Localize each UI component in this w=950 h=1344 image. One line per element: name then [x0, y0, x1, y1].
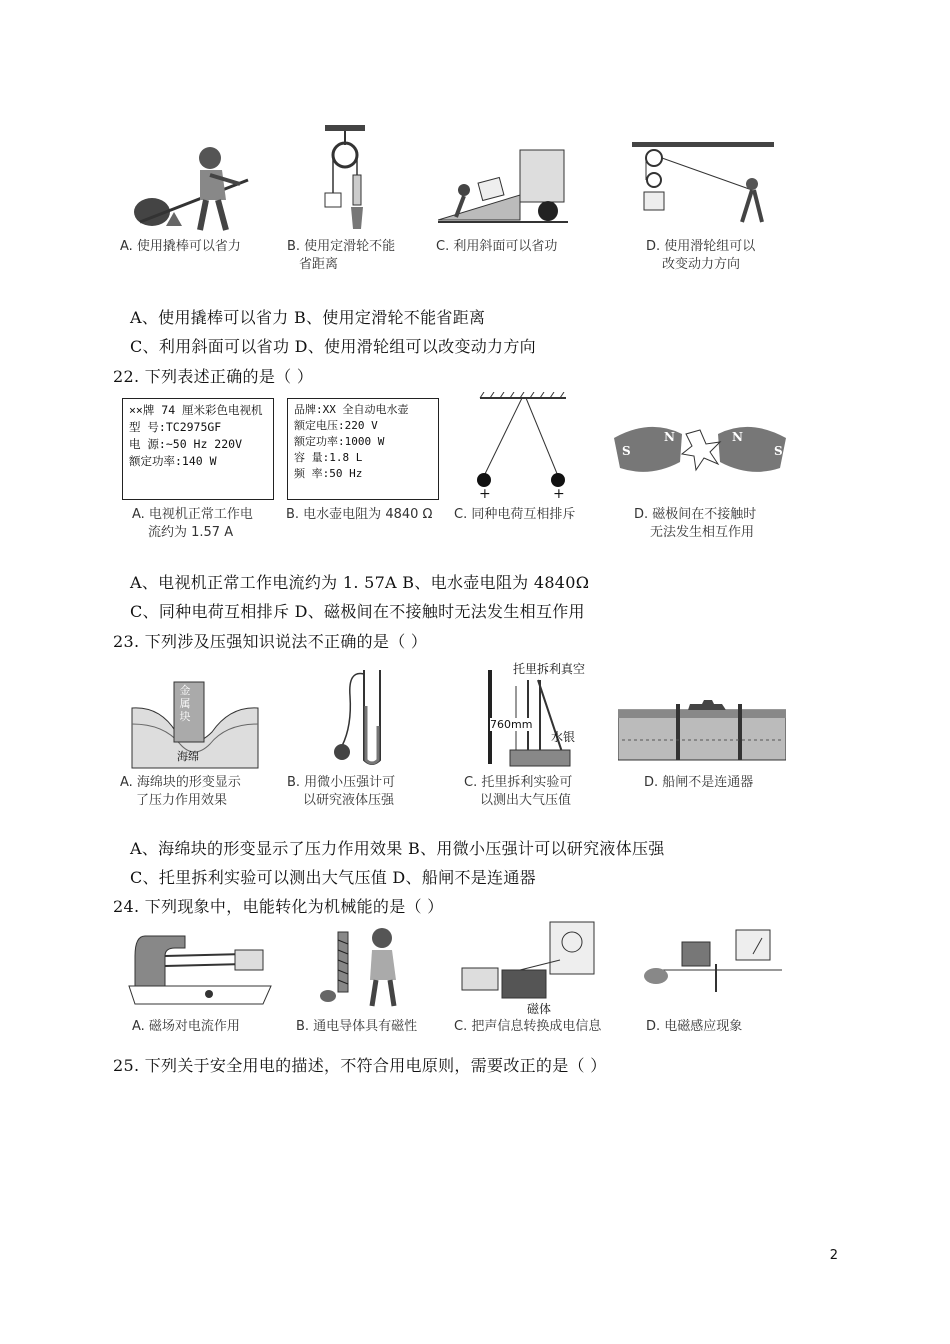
- q22-stem: 22. 下列表述正确的是（ ）: [113, 367, 314, 386]
- q22-options-line2: C、同种电荷互相排斥 D、磁极间在不接触时无法发生相互作用: [130, 602, 585, 621]
- em-induction-figure: [636, 924, 786, 1008]
- q21-caption-b: B. 使用定滑轮不能 省距离: [287, 239, 396, 272]
- q25-stem: 25. 下列关于安全用电的描述，不符合用电原则，需要改正的是（ ）: [113, 1056, 607, 1075]
- torricelli-vacuum-label: 托里拆利真空: [513, 662, 586, 676]
- charge-sign-right: +: [553, 486, 565, 502]
- kettle-nameplate: 品牌:XX 全自动电水壶 额定电压:220 V 额定功率:1000 W 容 量:1.8 L 频 率:50 Hz: [287, 398, 439, 500]
- electromagnet-figure: [310, 926, 420, 1008]
- pulley-set-figure: [632, 142, 774, 232]
- q22-caption-b: B. 电水壶电阻为 4840 Ω: [286, 507, 433, 522]
- magnet-pole-2: N: [664, 430, 675, 444]
- magnets-figure: [610, 418, 790, 493]
- q23-stem: 23. 下列涉及压强知识说法不正确的是（ ）: [113, 632, 428, 651]
- q22-caption-a: A. 电视机正常工作电 流约为 1.57 A: [132, 507, 253, 540]
- q22-options-line1: A、电视机正常工作电流约为 1. 57A B、电水壶电阻为 4840Ω: [130, 573, 590, 592]
- magnet-current-figure: [125, 926, 275, 1008]
- q22-caption-c: C. 同种电荷互相排斥: [454, 507, 576, 522]
- q23-caption-b: B. 用微小压强计可 以研究液体压强: [287, 775, 396, 808]
- magnet-body-label: 磁体: [527, 1002, 552, 1016]
- ship-lock-figure: [618, 700, 786, 762]
- magnet-pole-1: S: [622, 444, 631, 458]
- q23-caption-a: A. 海绵块的形变显示 了压力作用效果: [120, 775, 241, 808]
- fixed-pulley-figure: [315, 125, 375, 235]
- page-number: 2: [829, 1248, 838, 1263]
- q24-stem: 24. 下列现象中，电能转化为机械能的是（ ）: [113, 897, 444, 916]
- metal-block-label: 金属块: [179, 684, 191, 723]
- q23-caption-d: D. 船闸不是连通器: [644, 775, 754, 790]
- q24-caption-b: B. 通电导体具有磁性: [296, 1019, 418, 1034]
- q24-caption-d: D. 电磁感应现象: [646, 1019, 743, 1034]
- sponge-label: 海绵: [177, 750, 199, 763]
- q23-caption-c: C. 托里拆利实验可 以测出大气压值: [464, 775, 573, 808]
- q23-options-line2: C、托里拆利实验可以测出大气压值 D、船闸不是连通器: [130, 868, 536, 887]
- q24-caption-c: C. 把声信息转换成电信息: [454, 1019, 602, 1034]
- q21-options-line1: A、使用撬棒可以省力 B、使用定滑轮不能省距离: [130, 308, 486, 327]
- q21-caption-a: A. 使用撬棒可以省力: [120, 239, 241, 254]
- q23-options-line1: A、海绵块的形变显示了压力作用效果 B、用微小压强计可以研究液体压强: [130, 839, 665, 858]
- q21-caption-c: C. 利用斜面可以省功: [436, 239, 558, 254]
- q22-caption-d: D. 磁极间在不接触时 无法发生相互作用: [634, 507, 757, 540]
- q21-options-line2: C、利用斜面可以省功 D、使用滑轮组可以改变动力方向: [130, 337, 536, 356]
- microphone-figure: [460, 920, 610, 1012]
- 760mm-label: 760mm: [490, 718, 533, 731]
- q21-caption-d: D. 使用滑轮组可以 改变动力方向: [646, 239, 756, 272]
- q24-caption-a: A. 磁场对电流作用: [132, 1019, 240, 1034]
- inclined-plane-figure: [438, 145, 568, 230]
- mercury-label: 水银: [551, 730, 576, 744]
- crowbar-figure: [130, 140, 260, 235]
- magnet-pole-4: S: [774, 444, 783, 458]
- charge-sign-left: +: [479, 486, 491, 502]
- magnet-pole-3: N: [732, 430, 743, 444]
- tv-nameplate: ××牌 74 厘米彩色电视机 型 号:TC2975GF 电 源:~50 Hz 220V 额定功率:140 W: [122, 398, 274, 500]
- manometer-figure: [330, 666, 390, 771]
